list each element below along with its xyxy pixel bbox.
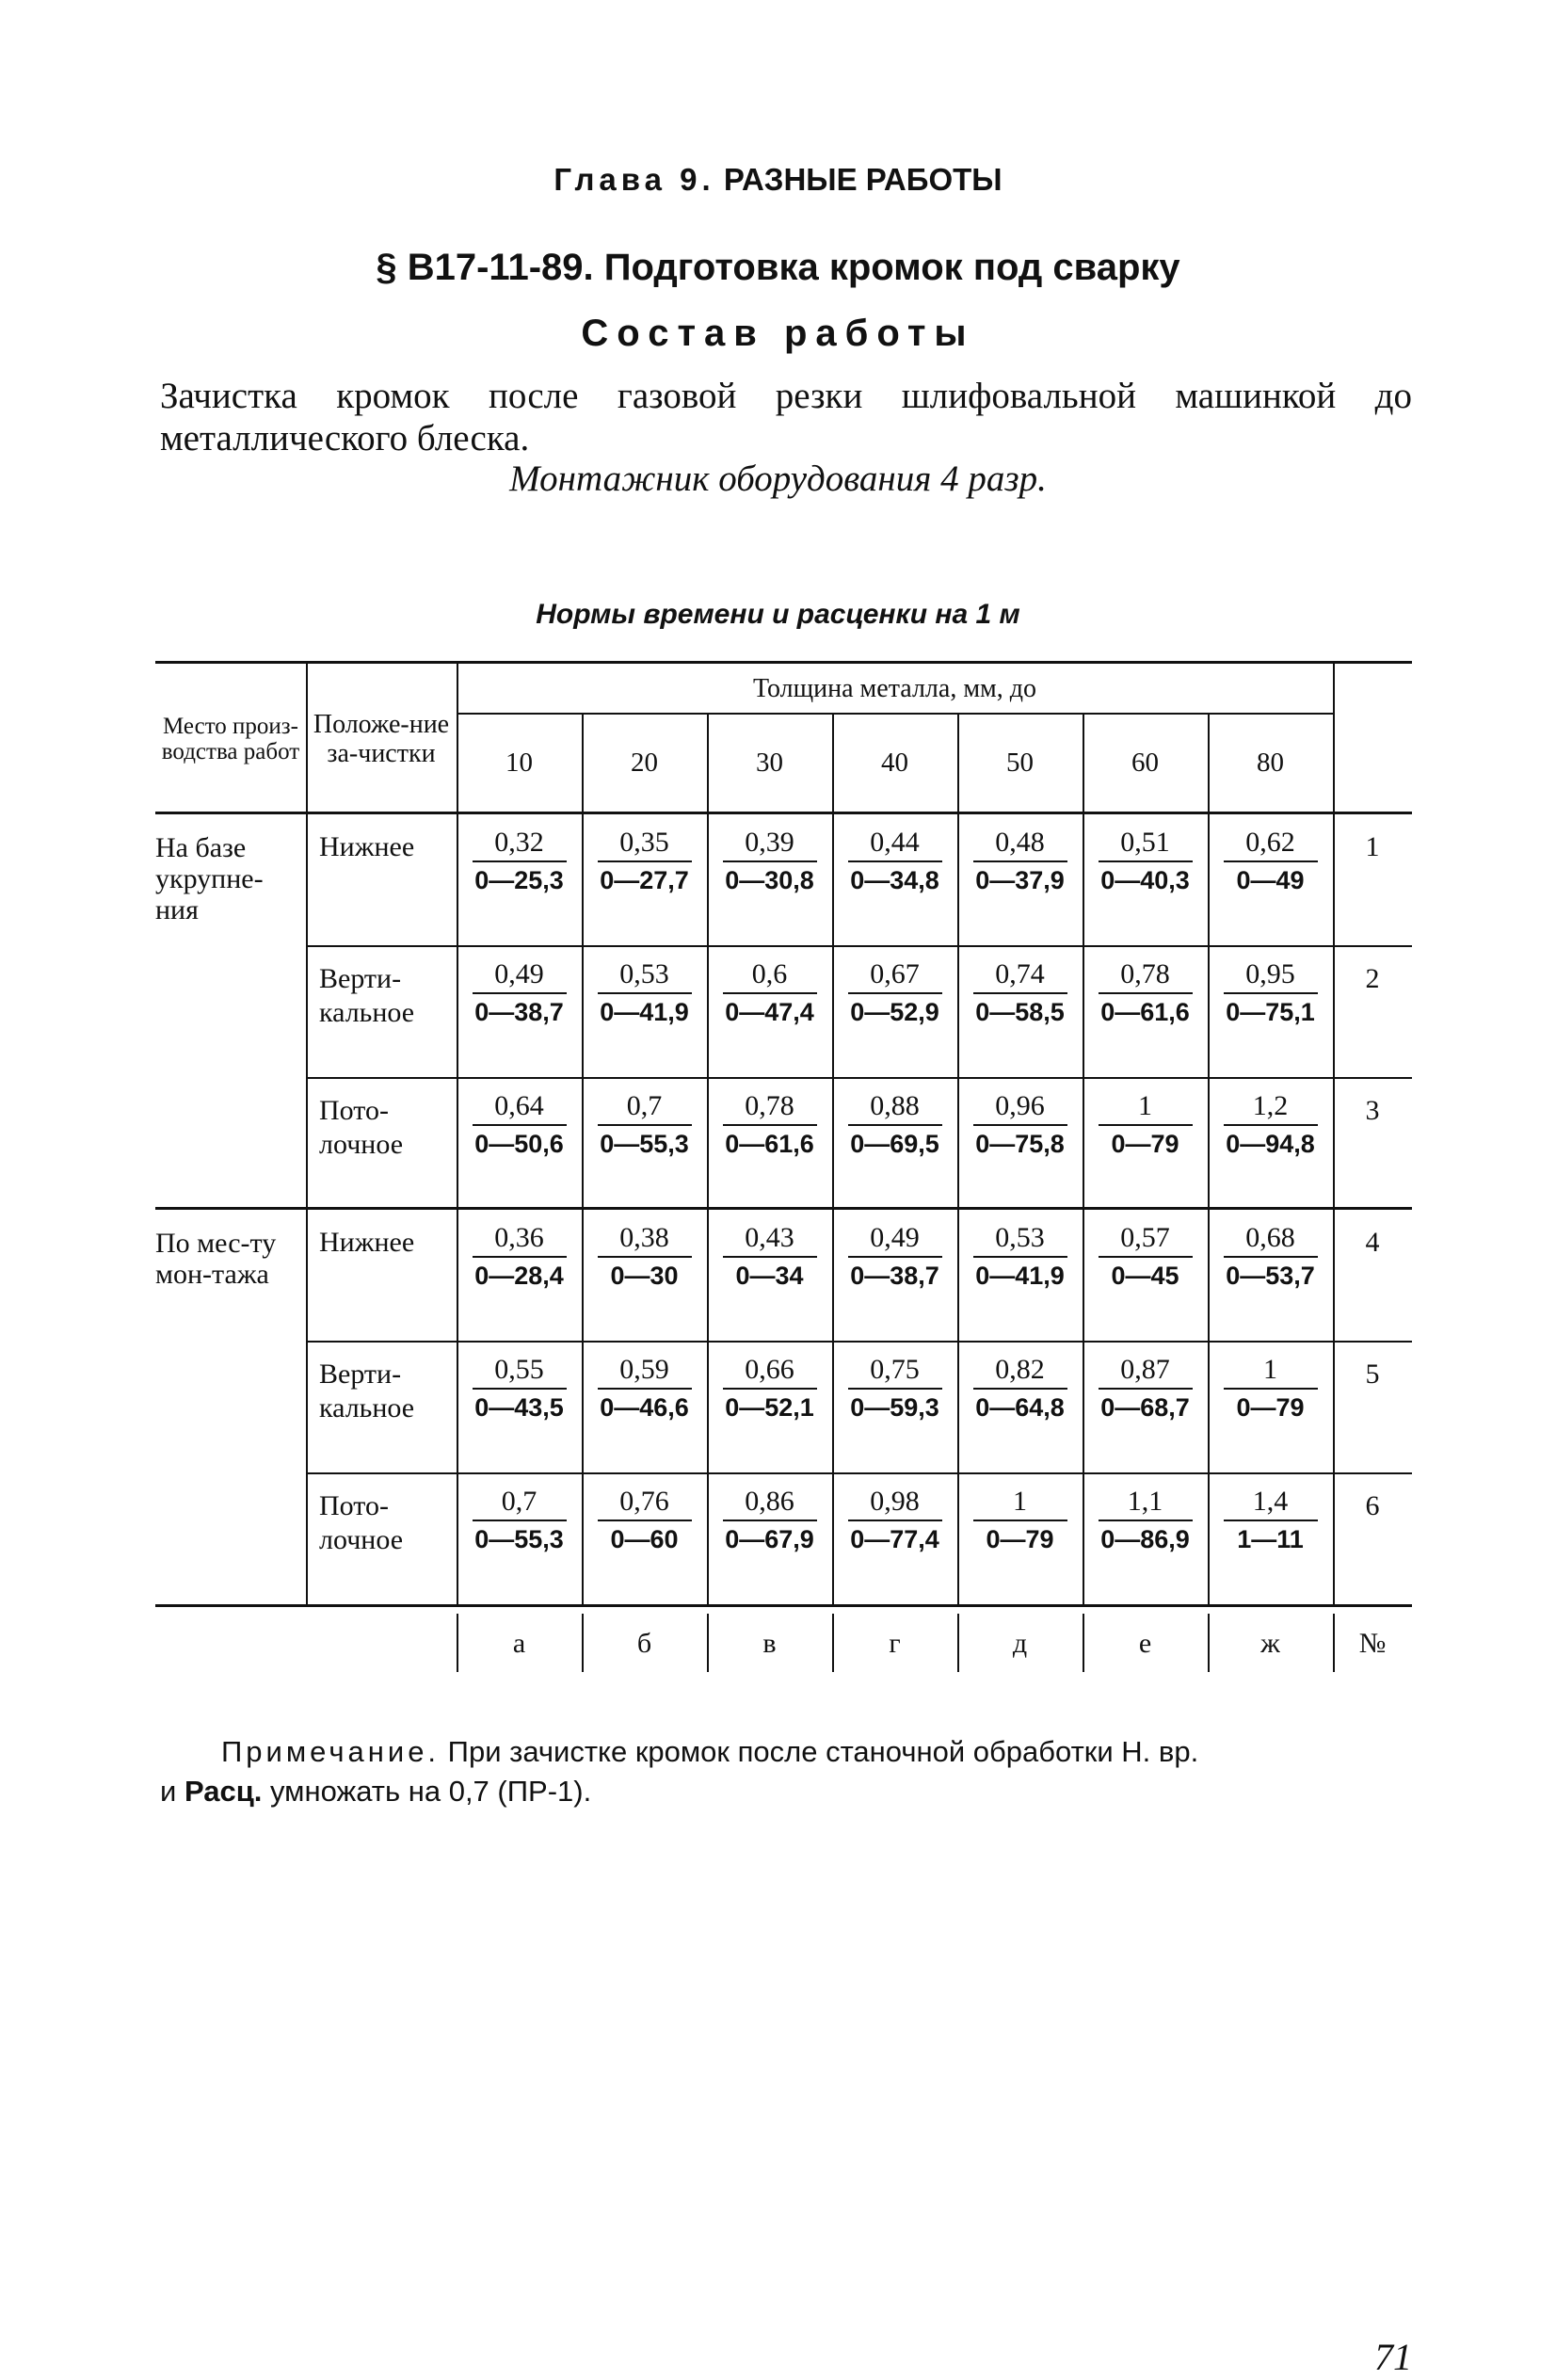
number-column-rule: [1333, 661, 1335, 1605]
header-thickness-20: 20: [631, 747, 658, 778]
rate-value: 0—58,5: [975, 998, 1065, 1026]
norm-value: 0,7: [501, 1486, 537, 1517]
work-description: Зачистка кромок после газовой резки шлифовальной машинкой до металлического блеска.: [160, 376, 1412, 458]
norm-value: 0,6: [751, 958, 788, 989]
footnote-text-2: умножать на 0,7 (ПР-1).: [270, 1775, 592, 1808]
table-cell: [1083, 1220, 1208, 1294]
header-thickness: Толщина металла, мм, до: [752, 673, 1036, 703]
rate-value: 0—37,9: [975, 866, 1065, 894]
rate-value: 0—41,9: [975, 1262, 1065, 1290]
header-thickness-10: 10: [505, 747, 533, 778]
rate-value: 0—38,7: [850, 1262, 939, 1290]
norm-value: 0,66: [745, 1354, 794, 1385]
work-composition-heading: Состав работы: [581, 313, 975, 354]
table-cell: [1208, 1220, 1333, 1294]
worker-grade: Монтажник оборудования 4 разр.: [509, 458, 1047, 499]
rate-value: 0—49: [1236, 866, 1305, 894]
table-cell: [957, 1220, 1083, 1294]
norm-value: 0,53: [619, 958, 669, 989]
rate-value: 0—79: [986, 1525, 1054, 1553]
norm-value: 0,32: [494, 827, 544, 858]
table-cell: [582, 1484, 707, 1557]
rate-value: 0—53,7: [1226, 1262, 1315, 1290]
rate-value: 0—59,3: [850, 1393, 939, 1422]
rate-value: 0—45: [1111, 1262, 1179, 1290]
row-position: Пото-лочное: [319, 1490, 404, 1555]
rate-value: 0—43,5: [474, 1393, 564, 1422]
column-letter: ж: [1260, 1628, 1280, 1659]
rate-value: 0—86,9: [1100, 1525, 1190, 1553]
rate-value: 0—34,8: [850, 866, 939, 894]
header-position: Положе-ние за-чистки: [313, 710, 450, 768]
footnote-line-2: [160, 1772, 1412, 1811]
norm-value: 0,44: [870, 827, 920, 858]
rate-value: 0—79: [1236, 1393, 1305, 1422]
norm-value: 0,78: [1120, 958, 1170, 989]
norm-value: 1: [1013, 1486, 1027, 1517]
footnote-text-1: При зачистке кромок после станочной обработки Н. вр.: [447, 1735, 1199, 1768]
rate-value: 0—79: [1111, 1130, 1179, 1158]
norm-value: 0,76: [619, 1486, 669, 1517]
header-bottom-rule: [155, 812, 1412, 814]
header-place: Место произ-водства работ: [161, 714, 300, 764]
header-thickness-60: 60: [1131, 747, 1159, 778]
column-letter: д: [1012, 1628, 1028, 1659]
number-label: №: [1358, 1628, 1387, 1659]
table-cell: [707, 1484, 832, 1557]
rate-value: 0—52,1: [725, 1393, 814, 1422]
rate-value: 0—94,8: [1226, 1130, 1315, 1158]
rate-value: 0—50,6: [474, 1130, 564, 1158]
table-cell: [957, 1352, 1083, 1425]
group-divider-rule: [155, 1207, 1412, 1210]
norm-value: 0,95: [1245, 958, 1295, 989]
rate-value: 0—69,5: [850, 1130, 939, 1158]
table-cell: [957, 1088, 1083, 1162]
table-cell: [707, 1088, 832, 1162]
table-bottom-rule: [155, 1604, 1412, 1607]
norm-value: 0,39: [745, 827, 794, 858]
rate-value: 0—75,8: [975, 1130, 1065, 1158]
table-cell: [832, 825, 957, 898]
row-divider-rule: [306, 1341, 1412, 1343]
table-cell: [457, 1352, 582, 1425]
norm-value: 0,59: [619, 1354, 669, 1385]
norm-value: 0,78: [745, 1090, 794, 1121]
rate-value: 0—68,7: [1100, 1393, 1190, 1422]
chapter-prefix: Глава 9.: [553, 162, 715, 197]
chapter-heading: [0, 162, 1556, 198]
table-cell: [707, 1220, 832, 1294]
section-title: § В17-11-89. Подготовка кромок под сварку: [376, 247, 1180, 288]
column-letter: в: [762, 1628, 777, 1659]
table-cell: [1208, 825, 1333, 898]
norm-value: 0,48: [995, 827, 1045, 858]
norm-value: 0,67: [870, 958, 920, 989]
table-cell: [457, 1484, 582, 1557]
table-cell: [582, 957, 707, 1030]
rate-value: 0—34: [735, 1262, 804, 1290]
table-cell: [582, 1352, 707, 1425]
norm-value: 0,53: [995, 1222, 1045, 1253]
table-cell: [832, 1088, 957, 1162]
table-cell: [957, 1484, 1083, 1557]
column-letter: а: [512, 1628, 526, 1659]
table-cell: [1208, 957, 1333, 1030]
rate-value: 1—11: [1237, 1525, 1304, 1553]
norm-value: 1: [1263, 1354, 1277, 1385]
rate-value: 0—41,9: [600, 998, 689, 1026]
header-thickness-50: 50: [1006, 747, 1034, 778]
rate-value: 0—47,4: [725, 998, 814, 1026]
column-letter: б: [636, 1628, 652, 1659]
table-cell: [832, 957, 957, 1030]
table-cell: [1083, 1352, 1208, 1425]
norm-value: 1,2: [1252, 1090, 1289, 1121]
norm-value: 1: [1138, 1090, 1152, 1121]
rate-value: 0—55,3: [600, 1130, 689, 1158]
row-position: Верти-кальное: [319, 1359, 415, 1423]
norm-value: 0,38: [619, 1222, 669, 1253]
footnote-and: и: [160, 1775, 177, 1808]
norms-table: [155, 661, 1412, 1678]
row-divider-rule: [306, 1472, 1412, 1474]
table-cell: [457, 1088, 582, 1162]
table-cell: [457, 825, 582, 898]
row-position: Нижнее: [319, 831, 415, 862]
rate-value: 0—60: [610, 1525, 679, 1553]
thickness-header-rule: [457, 713, 1333, 715]
page-number: 71: [1374, 2336, 1412, 2378]
footer-tick: [1333, 1614, 1335, 1672]
table-cell: [1083, 1484, 1208, 1557]
footnote: [160, 1732, 1412, 1811]
rate-value: 0—77,4: [850, 1525, 939, 1553]
rate-value: 0—30,8: [725, 866, 814, 894]
table-cell: [832, 1220, 957, 1294]
rate-value: 0—75,1: [1226, 998, 1315, 1026]
norm-value: 0,7: [626, 1090, 663, 1121]
row-position: Пото-лочное: [319, 1095, 404, 1160]
table-cell: [957, 957, 1083, 1030]
norm-value: 1,4: [1252, 1486, 1289, 1517]
header-thickness-80: 80: [1257, 747, 1284, 778]
table-cell: [707, 957, 832, 1030]
table-cell: [457, 957, 582, 1030]
norm-value: 0,88: [870, 1090, 920, 1121]
row-number: 2: [1365, 963, 1380, 994]
rate-value: 0—30: [610, 1262, 679, 1290]
rate-value: 0—27,7: [600, 866, 689, 894]
norm-value: 0,68: [1245, 1222, 1295, 1253]
table-cell: [582, 825, 707, 898]
rate-value: 0—46,6: [600, 1393, 689, 1422]
table-cell: [582, 1220, 707, 1294]
row-number: 3: [1365, 1095, 1380, 1126]
rate-value: 0—38,7: [474, 998, 564, 1026]
row-group-place: По мес-ту мон-тажа: [155, 1228, 277, 1290]
rate-value: 0—25,3: [474, 866, 564, 894]
table-cell: [1083, 825, 1208, 898]
norm-value: 1,1: [1127, 1486, 1163, 1517]
footnote-line-1: [221, 1732, 1412, 1772]
norm-value: 0,51: [1120, 827, 1170, 858]
norm-value: 0,64: [494, 1090, 544, 1121]
norm-value: 0,87: [1120, 1354, 1170, 1385]
norm-value: 0,75: [870, 1354, 920, 1385]
norm-value: 0,57: [1120, 1222, 1170, 1253]
table-cell: [957, 825, 1083, 898]
rate-value: 0—28,4: [474, 1262, 564, 1290]
chapter-title: РАЗНЫЕ РАБОТЫ: [723, 162, 1003, 197]
norm-value: 0,35: [619, 827, 669, 858]
norm-value: 0,43: [745, 1222, 794, 1253]
norm-value: 0,36: [494, 1222, 544, 1253]
table-cell: [1208, 1352, 1333, 1425]
norm-value: 0,55: [494, 1354, 544, 1385]
table-cell: [832, 1484, 957, 1557]
norm-value: 0,98: [870, 1486, 920, 1517]
footnote-rate-abbr: Расц.: [184, 1775, 263, 1808]
norm-value: 0,49: [870, 1222, 920, 1253]
table-top-rule: [155, 661, 1412, 664]
table-cell: [1208, 1088, 1333, 1162]
row-number: 5: [1365, 1359, 1380, 1390]
row-divider-rule: [306, 1077, 1412, 1079]
column-letter: е: [1138, 1628, 1152, 1659]
rate-value: 0—40,3: [1100, 866, 1190, 894]
column-letter: г: [889, 1628, 901, 1659]
rate-value: 0—61,6: [725, 1130, 814, 1158]
rate-value: 0—55,3: [474, 1525, 564, 1553]
table-cell: [707, 825, 832, 898]
rate-value: 0—61,6: [1100, 998, 1190, 1026]
norm-value: 0,49: [494, 958, 544, 989]
norm-value: 0,96: [995, 1090, 1045, 1121]
table-cell: [707, 1352, 832, 1425]
row-divider-rule: [306, 945, 1412, 947]
header-thickness-30: 30: [756, 747, 783, 778]
table-title: Нормы времени и расценки на 1 м: [536, 599, 1020, 630]
table-cell: [1208, 1484, 1333, 1557]
table-cell: [1083, 957, 1208, 1030]
norm-value: 0,82: [995, 1354, 1045, 1385]
rate-value: 0—64,8: [975, 1393, 1065, 1422]
rate-value: 0—52,9: [850, 998, 939, 1026]
row-position: Верти-кальное: [319, 963, 415, 1028]
norm-value: 0,62: [1245, 827, 1295, 858]
table-cell: [1083, 1088, 1208, 1162]
row-position: Нижнее: [319, 1227, 415, 1258]
table-cell: [582, 1088, 707, 1162]
rate-value: 0—67,9: [725, 1525, 814, 1553]
norm-value: 0,86: [745, 1486, 794, 1517]
header-thickness-40: 40: [881, 747, 908, 778]
table-cell: [457, 1220, 582, 1294]
table-cell: [832, 1352, 957, 1425]
row-number: 4: [1365, 1227, 1380, 1258]
norm-value: 0,74: [995, 958, 1045, 989]
footnote-lead: Примечание.: [221, 1735, 441, 1768]
row-number: 6: [1365, 1490, 1380, 1521]
row-number: 1: [1365, 831, 1380, 862]
row-group-place: На базе укрупне-ния: [155, 832, 264, 925]
